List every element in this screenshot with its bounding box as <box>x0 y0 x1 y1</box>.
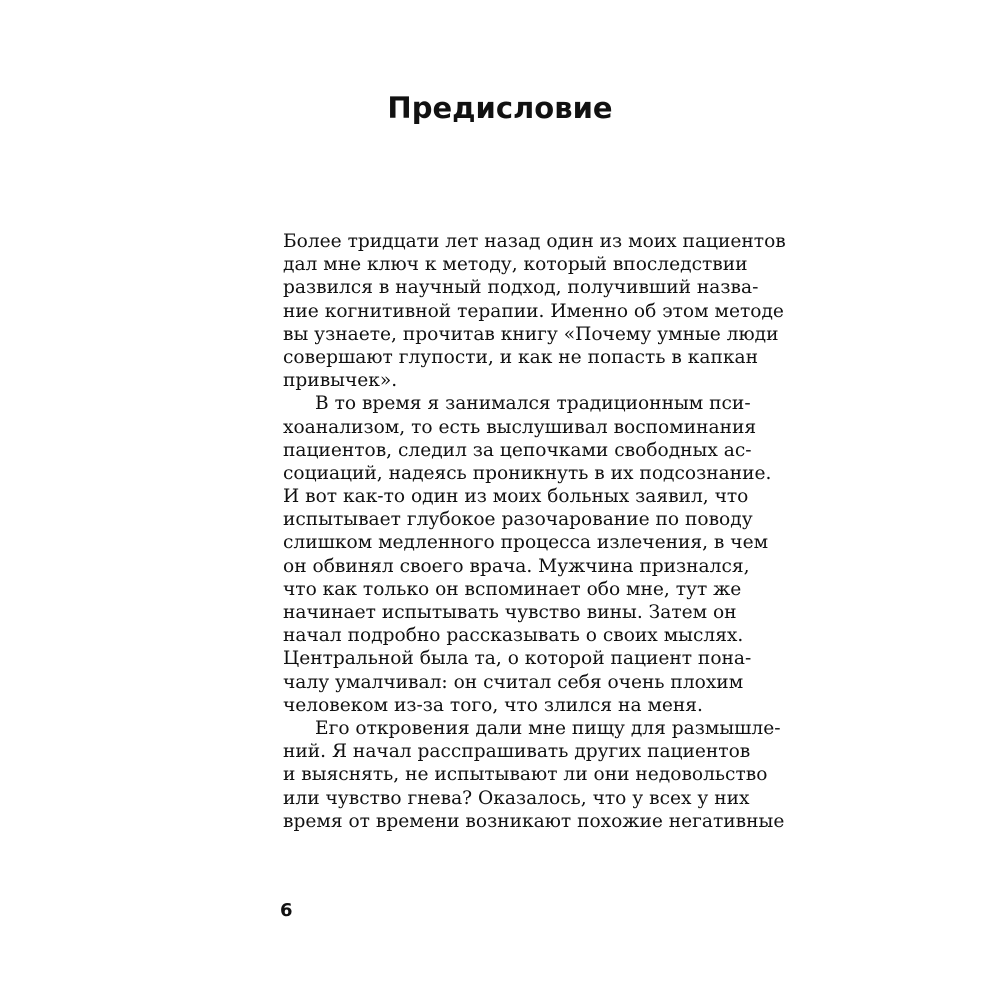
text-line: и выяснять, не испытывают ли они недовольство <box>283 764 768 786</box>
text-line: чалу умалчивал: он считал себя очень плохим <box>283 671 744 693</box>
text-line: начинает испытывать чувство вины. Затем он <box>283 602 737 623</box>
text-line: он обвинял своего врача. Мужчина признался, <box>283 555 750 577</box>
text-line: Его откровения дали мне пищу для размышле- <box>315 717 781 739</box>
text-line: хоанализом, то есть выслушивал воспоминания <box>283 416 757 438</box>
text-line: социаций, надеясь проникнуть в их подсознание. <box>283 462 772 484</box>
text-line: Более тридцати лет назад один из моих пациентов <box>283 231 786 252</box>
text-line: слишком медленного процесса излечения, в чем <box>283 532 769 554</box>
text-line: или чувство гнева? Оказалось, что у всех у них <box>283 787 750 809</box>
text-line: что как только он вспоминает обо мне, тут же <box>283 578 742 600</box>
page-number: 6 <box>280 900 293 921</box>
text-line: Центральной была та, о которой пациент пона- <box>283 648 752 670</box>
text-line: В то время я занимался традиционным пси- <box>315 393 751 415</box>
paragraph-2 <box>283 392 772 717</box>
body-text <box>283 230 786 833</box>
text-line: вы узнаете, прочитав книгу «Почему умные люди <box>283 323 779 345</box>
text-line: пациентов, следил за цепочками свободных ас- <box>283 439 752 461</box>
text-line: ний. Я начал расспрашивать других пациентов <box>283 741 751 763</box>
text-line: время от времени возникают похожие негативные <box>283 810 785 832</box>
chapter-title: Предисловие <box>387 91 613 125</box>
text-line: дал мне ключ к методу, который впоследствии <box>283 254 748 276</box>
paragraph-1 <box>283 230 786 392</box>
text-line: испытывает глубокое разочарование по поводу <box>283 509 753 531</box>
text-line: человеком из-за того, что злился на меня. <box>283 694 703 716</box>
paragraph-3 <box>283 717 785 833</box>
text-line: И вот как-то один из моих больных заявил, что <box>283 486 749 508</box>
text-line: привычек». <box>283 370 398 392</box>
text-line: совершают глупости, и как не попасть в капкан <box>283 346 758 368</box>
text-line: ние когнитивной терапии. Именно об этом методе <box>283 300 784 322</box>
text-line: начал подробно рассказывать о своих мыслях. <box>283 625 744 647</box>
text-line: развился в научный подход, получивший назва- <box>283 277 759 299</box>
